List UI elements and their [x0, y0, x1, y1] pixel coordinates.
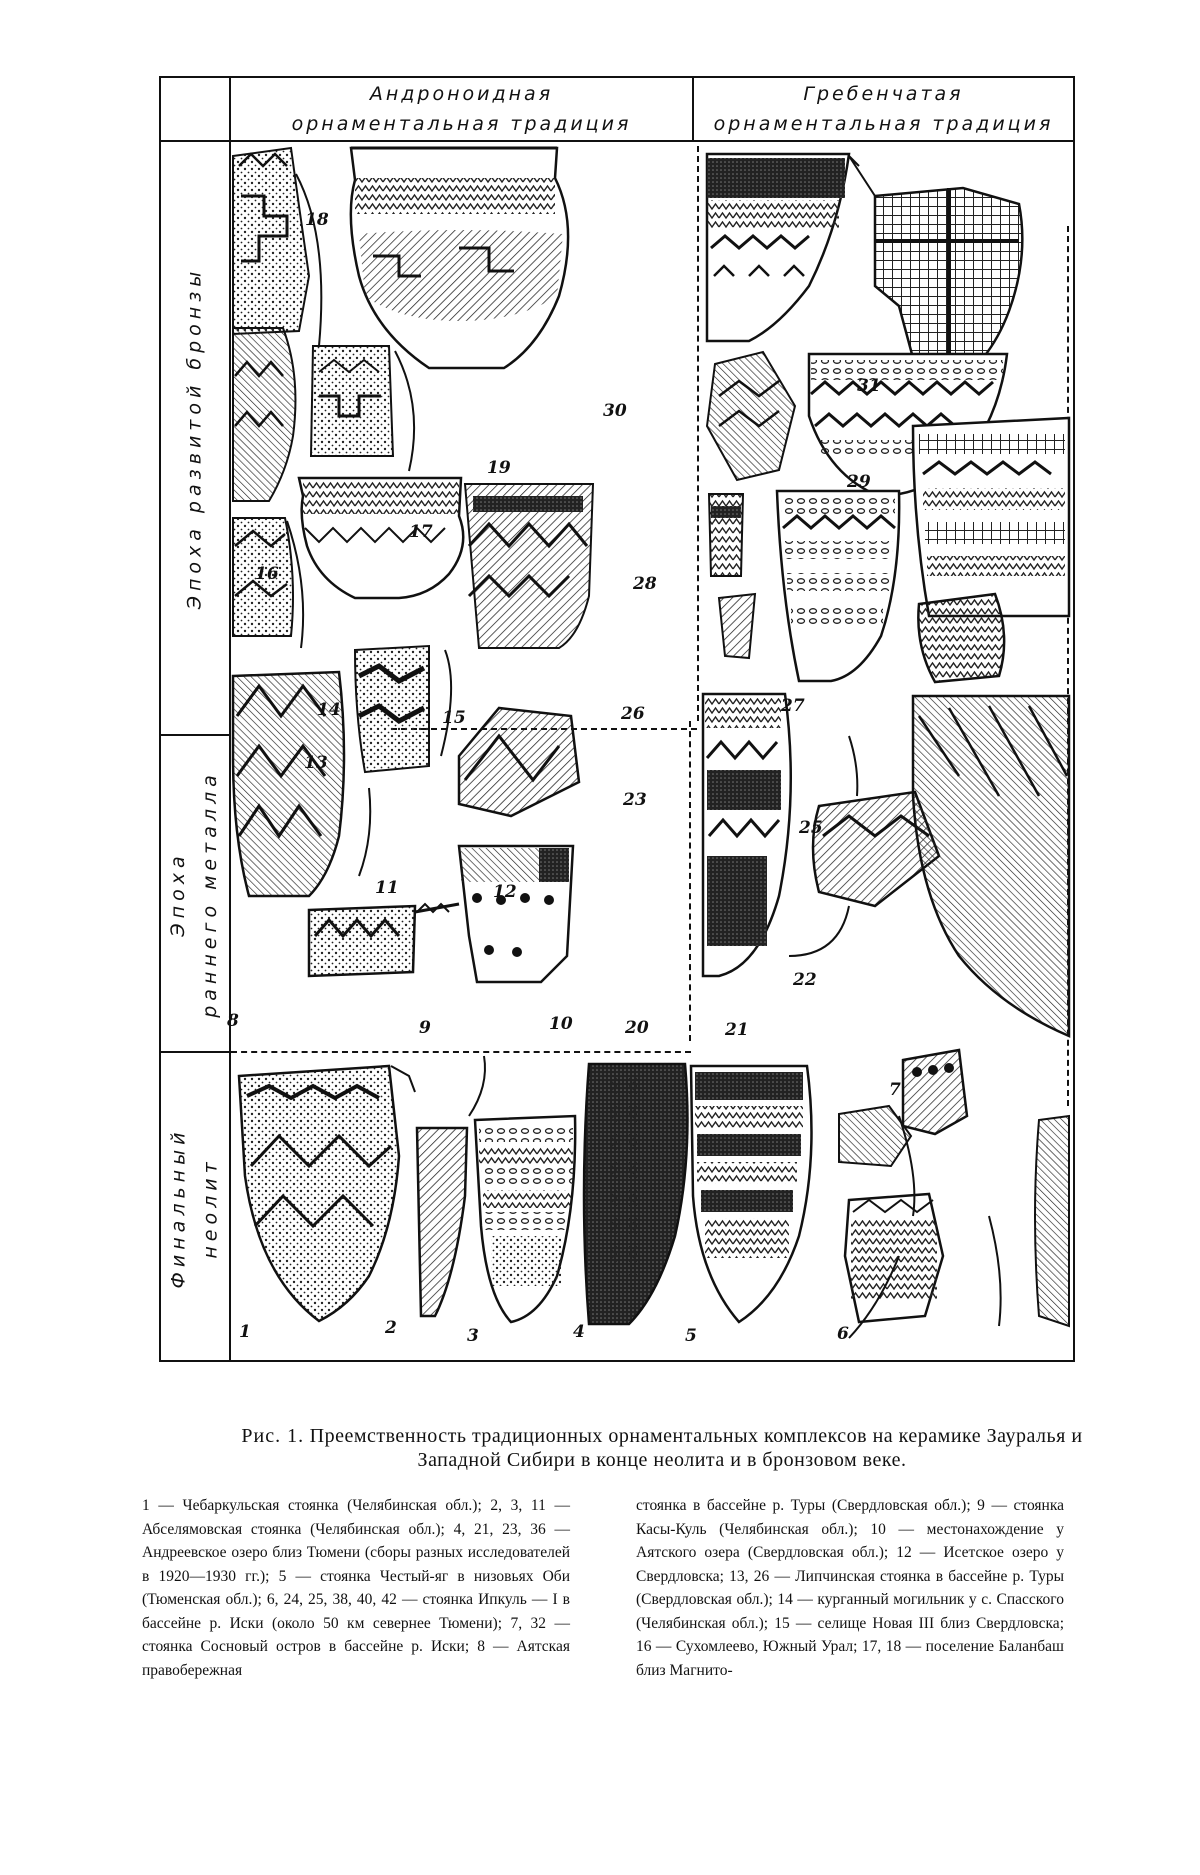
vessel-12	[441, 650, 579, 816]
item-number: 17	[409, 522, 433, 542]
vessel-14	[299, 478, 463, 598]
column-header-line: орнаментальная традиция	[713, 113, 1054, 135]
item-number: 5	[685, 1326, 697, 1346]
item-number: 20	[625, 1018, 649, 1038]
figure-caption	[212, 1424, 1112, 1472]
caption-text: Преемственность традиционных орнаментальных комплексов на керамике Зауралья и Западной Сибири в конце неолита и в бронзовом веке.	[309, 1425, 1083, 1471]
vessel-26	[709, 494, 743, 576]
legend-right-column: стоянка в бассейне р. Туры (Свердловская обл.); 9 — стоянка Касы-Куль (Челябинская обл.); 10 — местонахождение у Аятского озера (Свердловская обл.); 12 — Исетское озеро у Свердловска; 13, 26 — Липчинская стоянка в бассейне р. Туры (Свердловская обл.); 14 — курганный могильник у с. Спасского (Челябинская обл.); 15 — селище Новая III близ Свердловска; 16 — Сухомлеево, Южный Урал; 17, 18 — поселение Баланбаш близ Магнито-	[636, 1497, 1064, 1679]
row-header-line: Эпоха развитой бронзы	[183, 266, 206, 610]
item-number: 16	[255, 564, 279, 584]
item-number: 23	[623, 790, 647, 810]
item-number: 2	[385, 1318, 397, 1338]
vessel-25-group	[777, 491, 899, 681]
vessel-9	[309, 904, 459, 976]
caption-label: Рис. 1.	[241, 1425, 305, 1447]
row-header-line: Эпоха	[167, 850, 189, 937]
vessel-18	[233, 148, 321, 346]
item-number: 10	[549, 1014, 573, 1034]
vessel-27	[913, 418, 1069, 616]
vessel-25	[918, 594, 1004, 682]
item-number: 15	[442, 708, 466, 728]
figure-table	[159, 76, 1075, 1362]
item-number: 22	[793, 970, 817, 990]
vessel-10	[459, 846, 573, 982]
column-header-line: Андроноидная	[369, 83, 554, 105]
vessel-5	[691, 1066, 812, 1322]
item-number: 26	[621, 704, 645, 724]
item-number: 29	[847, 472, 871, 492]
vessel-23	[719, 594, 755, 658]
legend-left-column: 1 — Чебаркульская стоянка (Челябинская обл.); 2, 3, 11 — Абселямовская стоянка (Челябинская обл.); 4, 21, 23, 36 — Андреевское озеро близ Тюмени (сборы разных исследователей в 1920—1930 гг.); 5 — стоянка Честый-яг в низовьях Оби (Тюменская обл.); 6, 24, 25, 38, 40, 42 — стоянка Ипкуль — I в бассейне р. Иски (около 50 км севернее Тюмени); 7, 32 — стоянка Сосновый остров в бассейне р. Иски; 8 — Аятская правобережная	[142, 1497, 570, 1679]
row-header-line: раннего металла	[199, 769, 221, 1018]
row-header-line: неолит	[199, 1156, 222, 1259]
item-number: 3	[467, 1326, 479, 1346]
item-number: 1	[239, 1322, 251, 1342]
vessel-2	[417, 1056, 485, 1316]
vessel-4	[584, 1064, 687, 1324]
vessel-16	[233, 328, 295, 501]
item-number: 25	[799, 818, 823, 838]
row-header-line: Финальный	[167, 1127, 190, 1288]
vessel-3	[475, 1116, 575, 1322]
vessel-drawings	[159, 76, 1075, 1362]
item-number: 18	[305, 210, 329, 230]
vessel-19	[351, 148, 568, 368]
column-header-line: Гребенчатая	[803, 83, 964, 105]
item-number: 19	[487, 458, 511, 478]
item-number: 6	[837, 1324, 849, 1344]
item-number: 8	[227, 1011, 239, 1031]
item-number: 7	[889, 1080, 901, 1100]
vessel-right-edge-sherd	[989, 1116, 1069, 1326]
vessel-11	[355, 646, 429, 876]
item-number: 4	[573, 1322, 585, 1342]
vessel-30	[707, 154, 849, 341]
item-number: 31	[857, 376, 881, 396]
vessel-31	[849, 156, 1022, 358]
item-number: 11	[375, 878, 399, 898]
item-number: 30	[603, 401, 627, 421]
item-number: 27	[781, 696, 805, 716]
item-number: 14	[317, 700, 341, 720]
vessel-28	[707, 352, 795, 480]
vessel-15	[465, 484, 593, 648]
item-number: 9	[419, 1018, 431, 1038]
vessel-1	[239, 1066, 415, 1321]
vessel-17	[311, 346, 414, 471]
item-number: 28	[633, 574, 657, 594]
column-header-line: орнаментальная традиция	[291, 113, 632, 135]
item-number: 13	[304, 753, 328, 773]
item-number: 21	[725, 1020, 749, 1040]
item-number: 12	[493, 882, 517, 902]
vessel-7	[839, 1050, 967, 1166]
